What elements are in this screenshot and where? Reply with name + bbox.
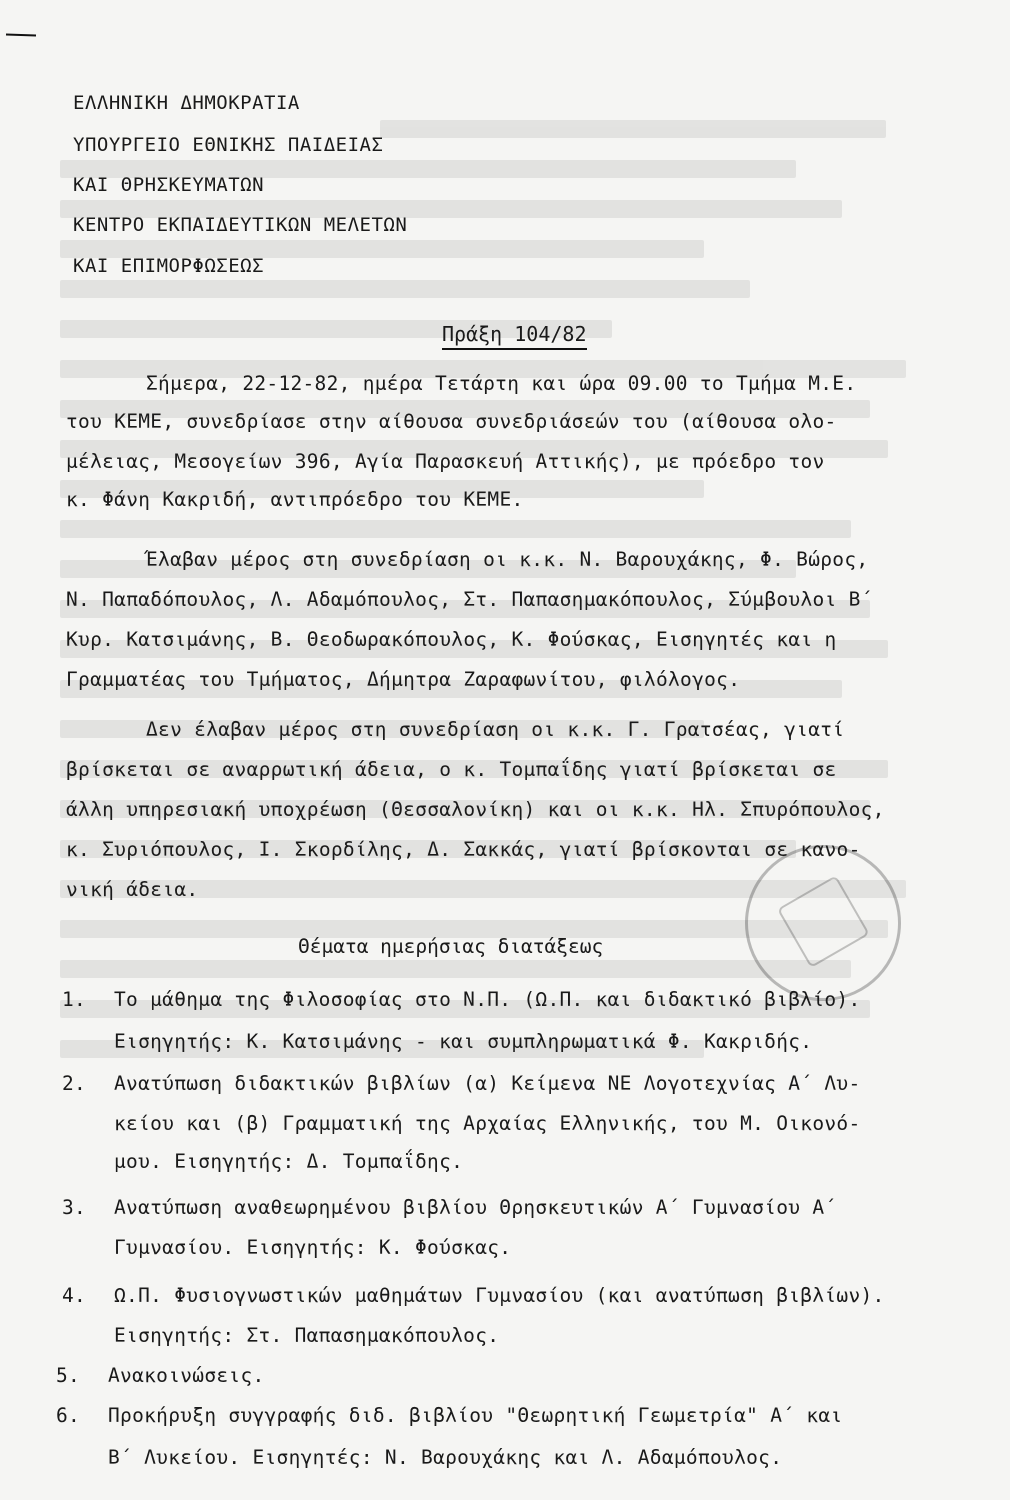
intro-line: μέλειας, Μεσογείων 396, Αγία Παρασκευή Αττικής), με πρόεδρο τον — [66, 450, 825, 473]
document-title: Πράξη 104/82 — [442, 322, 587, 350]
header-line: ΚΑΙ ΕΠΙΜΟΡΦΩΣΕΩΣ — [73, 255, 265, 277]
present-line: Κυρ. Κατσιμάνης, Β. Θεοδωρακόπουλος, Κ. Φούσκας, Εισηγητές και η — [66, 628, 837, 651]
agenda-item — [56, 1404, 842, 1427]
absent-line: κ. Συριόπουλος, Ι. Σκορδίλης, Δ. Σακκάς, γιατί βρίσκονται σε κανο- — [66, 838, 861, 861]
agenda-text: Ω.Π. Φυσιογνωστικών μαθημάτων Γυμνασίου (και ανατύπωση βιβλίων). — [114, 1284, 885, 1307]
agenda-item — [62, 988, 860, 1011]
intro-line: Σήμερα, 22-12-82, ημέρα Τετάρτη και ώρα 09.00 το Τμήμα Μ.Ε. — [146, 372, 857, 395]
header-line: ΥΠΟΥΡΓΕΙΟ ΕΘΝΙΚΗΣ ΠΑΙΔΕΙΑΣ — [73, 134, 384, 156]
agenda-text: Ανατύπωση αναθεωρημένου βιβλίου Θρησκευτικών Α΄ Γυμνασίου Α΄ — [114, 1196, 837, 1219]
agenda-text: Ανατύπωση διδακτικών βιβλίων (α) Κείμενα ΝΕ Λογοτεχνίας Α΄ Λυ- — [114, 1072, 861, 1095]
intro-line: του ΚΕΜΕ, συνεδρίασε στην αίθουσα συνεδριάσεών του (αίθουσα ολο- — [66, 410, 837, 433]
agenda-item — [62, 1196, 836, 1219]
agenda-item — [62, 1072, 860, 1095]
absent-line: βρίσκεται σε αναρρωτική άδεια, ο κ. Τομπαΐδης γιατί βρίσκεται σε — [66, 758, 837, 781]
agenda-number: 2. — [62, 1072, 87, 1095]
present-line: Γραμματέας του Τμήματος, Δήμητρα Ζαραφωνίτου, φιλόλογος. — [66, 668, 741, 691]
agenda-number: 5. — [56, 1364, 81, 1387]
agenda-number: 1. — [62, 988, 87, 1011]
header-line: ΚΑΙ ΘΡΗΣΚΕΥΜΑΤΩΝ — [73, 174, 265, 196]
absent-line: Δεν έλαβαν μέρος στη συνεδρίαση οι κ.κ. Γ. Γρατσέας, γιατί — [146, 718, 845, 741]
agenda-text: Προκήρυξη συγγραφής διδ. βιβλίου "Θεωρητική Γεωμετρία" Α΄ και — [108, 1404, 843, 1427]
absent-line: νική άδεια. — [66, 878, 199, 901]
agenda-number: 4. — [62, 1284, 87, 1307]
agenda-item — [56, 1364, 265, 1387]
agenda-number: 3. — [62, 1196, 87, 1219]
header-line: ΚΕΝΤΡΟ ΕΚΠΑΙΔΕΥΤΙΚΩΝ ΜΕΛΕΤΩΝ — [73, 214, 408, 236]
agenda-text: κείου και (β) Γραμματική της Αρχαίας Ελληνικής, του Μ. Οικονό- — [114, 1112, 861, 1135]
agenda-text: Εισηγητής: Κ. Κατσιμάνης - και συμπληρωματικά Φ. Κακριδής. — [114, 1030, 813, 1053]
present-line: Έλαβαν μέρος στη συνεδρίαση οι κ.κ. Ν. Βαρουχάκης, Φ. Βώρος, — [146, 548, 869, 571]
agenda-text: Εισηγητής: Στ. Παπασημακόπουλος. — [114, 1324, 500, 1347]
agenda-number: 6. — [56, 1404, 81, 1427]
absent-line: άλλη υπηρεσιακή υποχρέωση (Θεσσαλονίκη) και οι κ.κ. Ηλ. Σπυρόπουλος, — [66, 798, 885, 821]
corner-mark — [6, 33, 36, 36]
agenda-text: Β΄ Λυκείου. Εισηγητές: Ν. Βαρουχάκης και Λ. Αδαμόπουλος. — [108, 1446, 783, 1469]
agenda-text: Το μάθημα της Φιλοσοφίας στο Ν.Π. (Ω.Π. και διδακτικό βιβλίο). — [114, 988, 861, 1011]
agenda-text: μου. Εισηγητής: Δ. Τομπαΐδης. — [114, 1150, 464, 1173]
present-line: Ν. Παπαδόπουλος, Λ. Αδαμόπουλος, Στ. Παπασημακόπουλος, Σύμβουλοι Β΄ — [66, 588, 873, 611]
agenda-text: Γυμνασίου. Εισηγητής: Κ. Φούσκας. — [114, 1236, 512, 1259]
header-line: ΕΛΛΗΝΙΚΗ ΔΗΜΟΚΡΑΤΙΑ — [73, 92, 300, 114]
agenda-title: Θέματα ημερήσιας διατάξεως — [298, 935, 604, 958]
agenda-item — [62, 1284, 885, 1307]
intro-line: κ. Φάνη Κακριδή, αντιπρόεδρο του ΚΕΜΕ. — [66, 488, 524, 511]
agenda-text: Ανακοινώσεις. — [108, 1364, 265, 1387]
